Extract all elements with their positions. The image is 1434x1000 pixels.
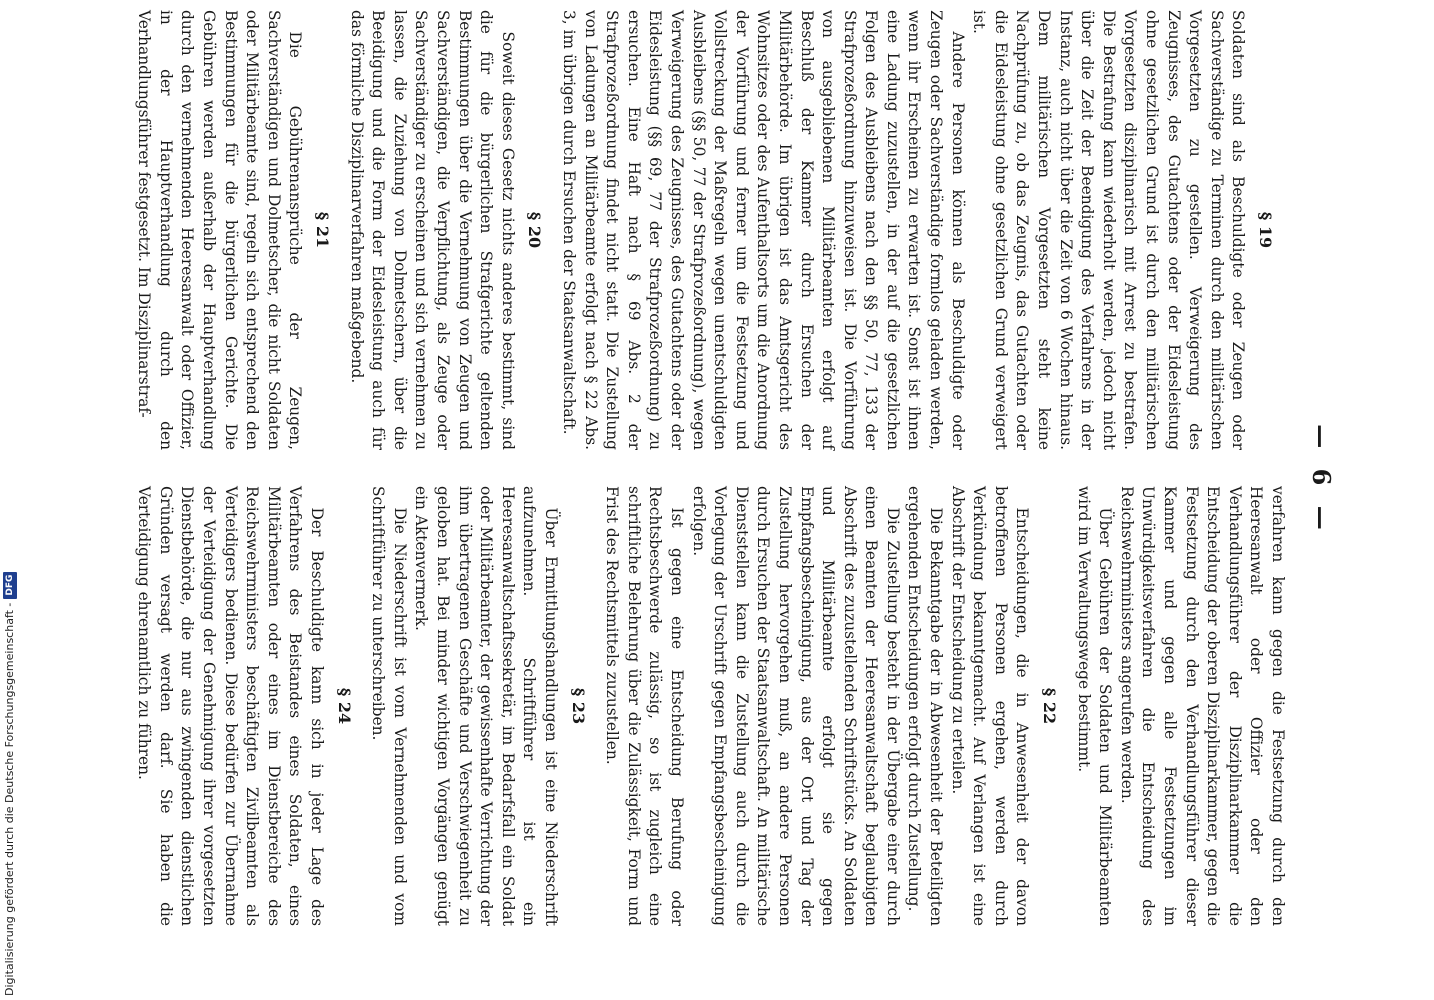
paragraph: verfahren kann gegen die Festsetzung durch den Heeresanwalt oder Offizier oder den Verhandlungsführer der Disziplinarkammer die Entscheidung der oberen Disziplinarkammer, gegen die Festsetzung durch den Verhandlungsführer dieser Kammer und gegen alle Festsetzungen im Unwürdigkeitsverfahren die Entscheidung des Reichswehrministers angerufen werden. (1117, 486, 1287, 926)
section-heading: § 20 (525, 211, 545, 249)
paragraph: Die Bekanntgabe der in Abwesenheit der Beteiligten ergehenden Entscheidungen erfolgt durch Zustellung. (905, 486, 946, 926)
footer-text: Digitalisierung gefördert durch die Deutsche Forschungsgemeinschaft - (3, 602, 16, 996)
left-column (133, 10, 1288, 450)
paragraph: Andere Personen können als Beschuldigte oder Zeugen oder Sachverständige formlos geladen werden, wenn ihr Erscheinen zu erwarten ist. Sonst ist ihnen eine Ladung zuzustellen, in der auf die gesetzlichen Folgen des Ausbleibens nach den §§ 50, 77, 133 der Strafprozeßordnung hinzuweisen ist. Die Vorführung von ausgebliebenen Militärbeamten erfolgt auf Beschluß der Kammer durch Ersuchen der Militärbehörde. Im übrigen ist das Amtsgericht des Wohnsitzes oder des Aufenthaltsorts um die Anordnung der Vorführung und ferner um die Festsetzung und Vollstreckung der Maßregeln wegen unentschuldigten Ausbleibens (§§ 50, 77 der Strafprozeßordnung), wegen Verweigerung des Zeugnisses, des Gutachtens oder der Eidesleistung (§§ 69, 77 der Strafprozeßordnung) zu ersuchen. Eine Haft nach § 69 Abs. 2 der Strafprozeßordnung findet nicht statt. Die Zustellung von Ladungen an Militärbeamte erfolgt nach § 22 Abs. 3, im übrigen durch Ersuchen der Staatsanwaltschaft. (560, 10, 967, 450)
section-heading: § 22 (1040, 687, 1060, 725)
paragraph: Die Niederschrift ist vom Vernehmenden und vom Schriftführer zu unterschreiben. (369, 486, 409, 926)
paragraph: Soweit dieses Gesetz nichts anderes bestimmt, sind die für die bürgerlichen Strafgerichte geltenden Bestimmungen über die Vernehmung von Zeugen und Sachverständigen, die Verpflichtung, als Zeuge oder Sachverständiger zu erscheinen und sich vernehmen zu lassen, die Zuziehung von Dolmetschern, über die Beeidigung und die Form der Eidesleistung auch für das förmliche Disziplinarverfahren maßgebend. (347, 10, 517, 450)
paragraph: Der Beschuldigte kann sich in jeder Lage des Verfahrens des Beistandes eines Soldaten, eines Militärbeamten oder eines im Dienstbereiche des Reichswehrministers beschäftigten Zivilbeamten als Verteidigers bedienen. Diese bedürfen zur Übernahme der Verteidigung der Genehmigung ihrer vorgesetzten Dienstbehörde, die nur aus zwingenden dienstlichen Gründen versagt werden darf. Sie haben die Verteidigung ehrenamtlich zu führen. (135, 486, 327, 926)
paragraph: Über Ermittlungshandlungen ist eine Niederschrift aufzunehmen. Schriftführer ist ein Heeresanwaltschaftssekretär, im Bedarfsfall ein Soldat oder Militärbeamter, der gewissenhafte Verrichtung der ihm übertragenen Geschäfte und Verschwiegenheit zu geloben hat. Bei minder wichtigen Vorgängen genügt ein Aktenvermerk. (412, 486, 560, 926)
right-column (133, 486, 1288, 926)
page-number: — 6 — (1307, 424, 1336, 536)
section-heading: § 24 (334, 687, 354, 725)
paragraph: Entscheidungen, die in Anwesenheit der davon betroffenen Personen ergehen, werden durch Verkündung bekanntgemacht. Auf Verlangen ist eine Abschrift der Entscheidung zu erteilen. (948, 486, 1032, 926)
section-heading: § 19 (1256, 211, 1275, 249)
paragraph: Die Gebührenansprüche der Zeugen, Sachverständigen und Dolmetscher, die nicht Soldaten oder Militärbeamte sind, regeln sich entsprechend den Bestimmungen für die bürgerlichen Gerichte. Die Gebühren werden außerhalb der Hauptverhandlung durch den vernehmenden Heeresanwalt oder Offizier, in der Hauptverhandlung durch den Verhandlungsführer festgesetzt. Im Disziplinarstraf- (135, 10, 305, 450)
section-heading: § 21 (313, 211, 333, 249)
digitization-footer (2, 574, 18, 996)
rotated-document-page (84, 0, 1344, 960)
paragraph: Ist gegen eine Entscheidung Berufung oder Rechtsbeschwerde zulässig, so ist zugleich eine schriftliche Belehrung über die Zulässigkeit, Form und Frist des Rechtsmittels zuzustellen. (603, 486, 686, 926)
paragraph: Soldaten sind als Beschuldigte oder Zeugen oder Sachverständige zu Terminen durch den militärischen Vorgesetzten zu gestellen. Verweigerung des Zeugnisses, des Gutachtens oder der Eidesleistung ohne gesetzlichen Grund ist durch den militärischen Vorgesetzten disziplinarisch mit Arrest zu bestrafen. Die Bestrafung kann wiederholt werden, jedoch nicht über die Zeit der Beendigung des Verfahrens in der Instanz, auch nicht über die Zeit von 6 Wochen hinaus. Dem militärischen Vorgesetzten steht keine Nachprüfung zu, ob das Zeugnis, das Gutachten oder die Eidesleistung ohne gesetzlichen Grund verweigert ist. (970, 10, 1248, 450)
paragraph: Die Zustellung besteht in der Übergabe einer durch einen Beamten der Heeresanwaltschaft beglaubigten Abschrift des zuzustellenden Schriftstücks. An Soldaten und Militärbeamte erfolgt sie gegen Empfangsbescheinigung, aus der Ort und Tag der Zustellung hervorgehen muß, an andere Personen durch Ersuchen der Staatsanwaltschaft. An militärische Dienststellen kann die Zustellung auch durch die Vorlegung der Urschrift gegen Empfangsbescheinigung erfolgen. (689, 486, 902, 926)
paragraph: Über Gebühren der Soldaten und Militärbeamten wird im Verwaltungswege bestimmt. (1074, 486, 1115, 926)
section-heading: § 23 (568, 687, 588, 725)
dfg-logo: DFG (3, 572, 17, 599)
